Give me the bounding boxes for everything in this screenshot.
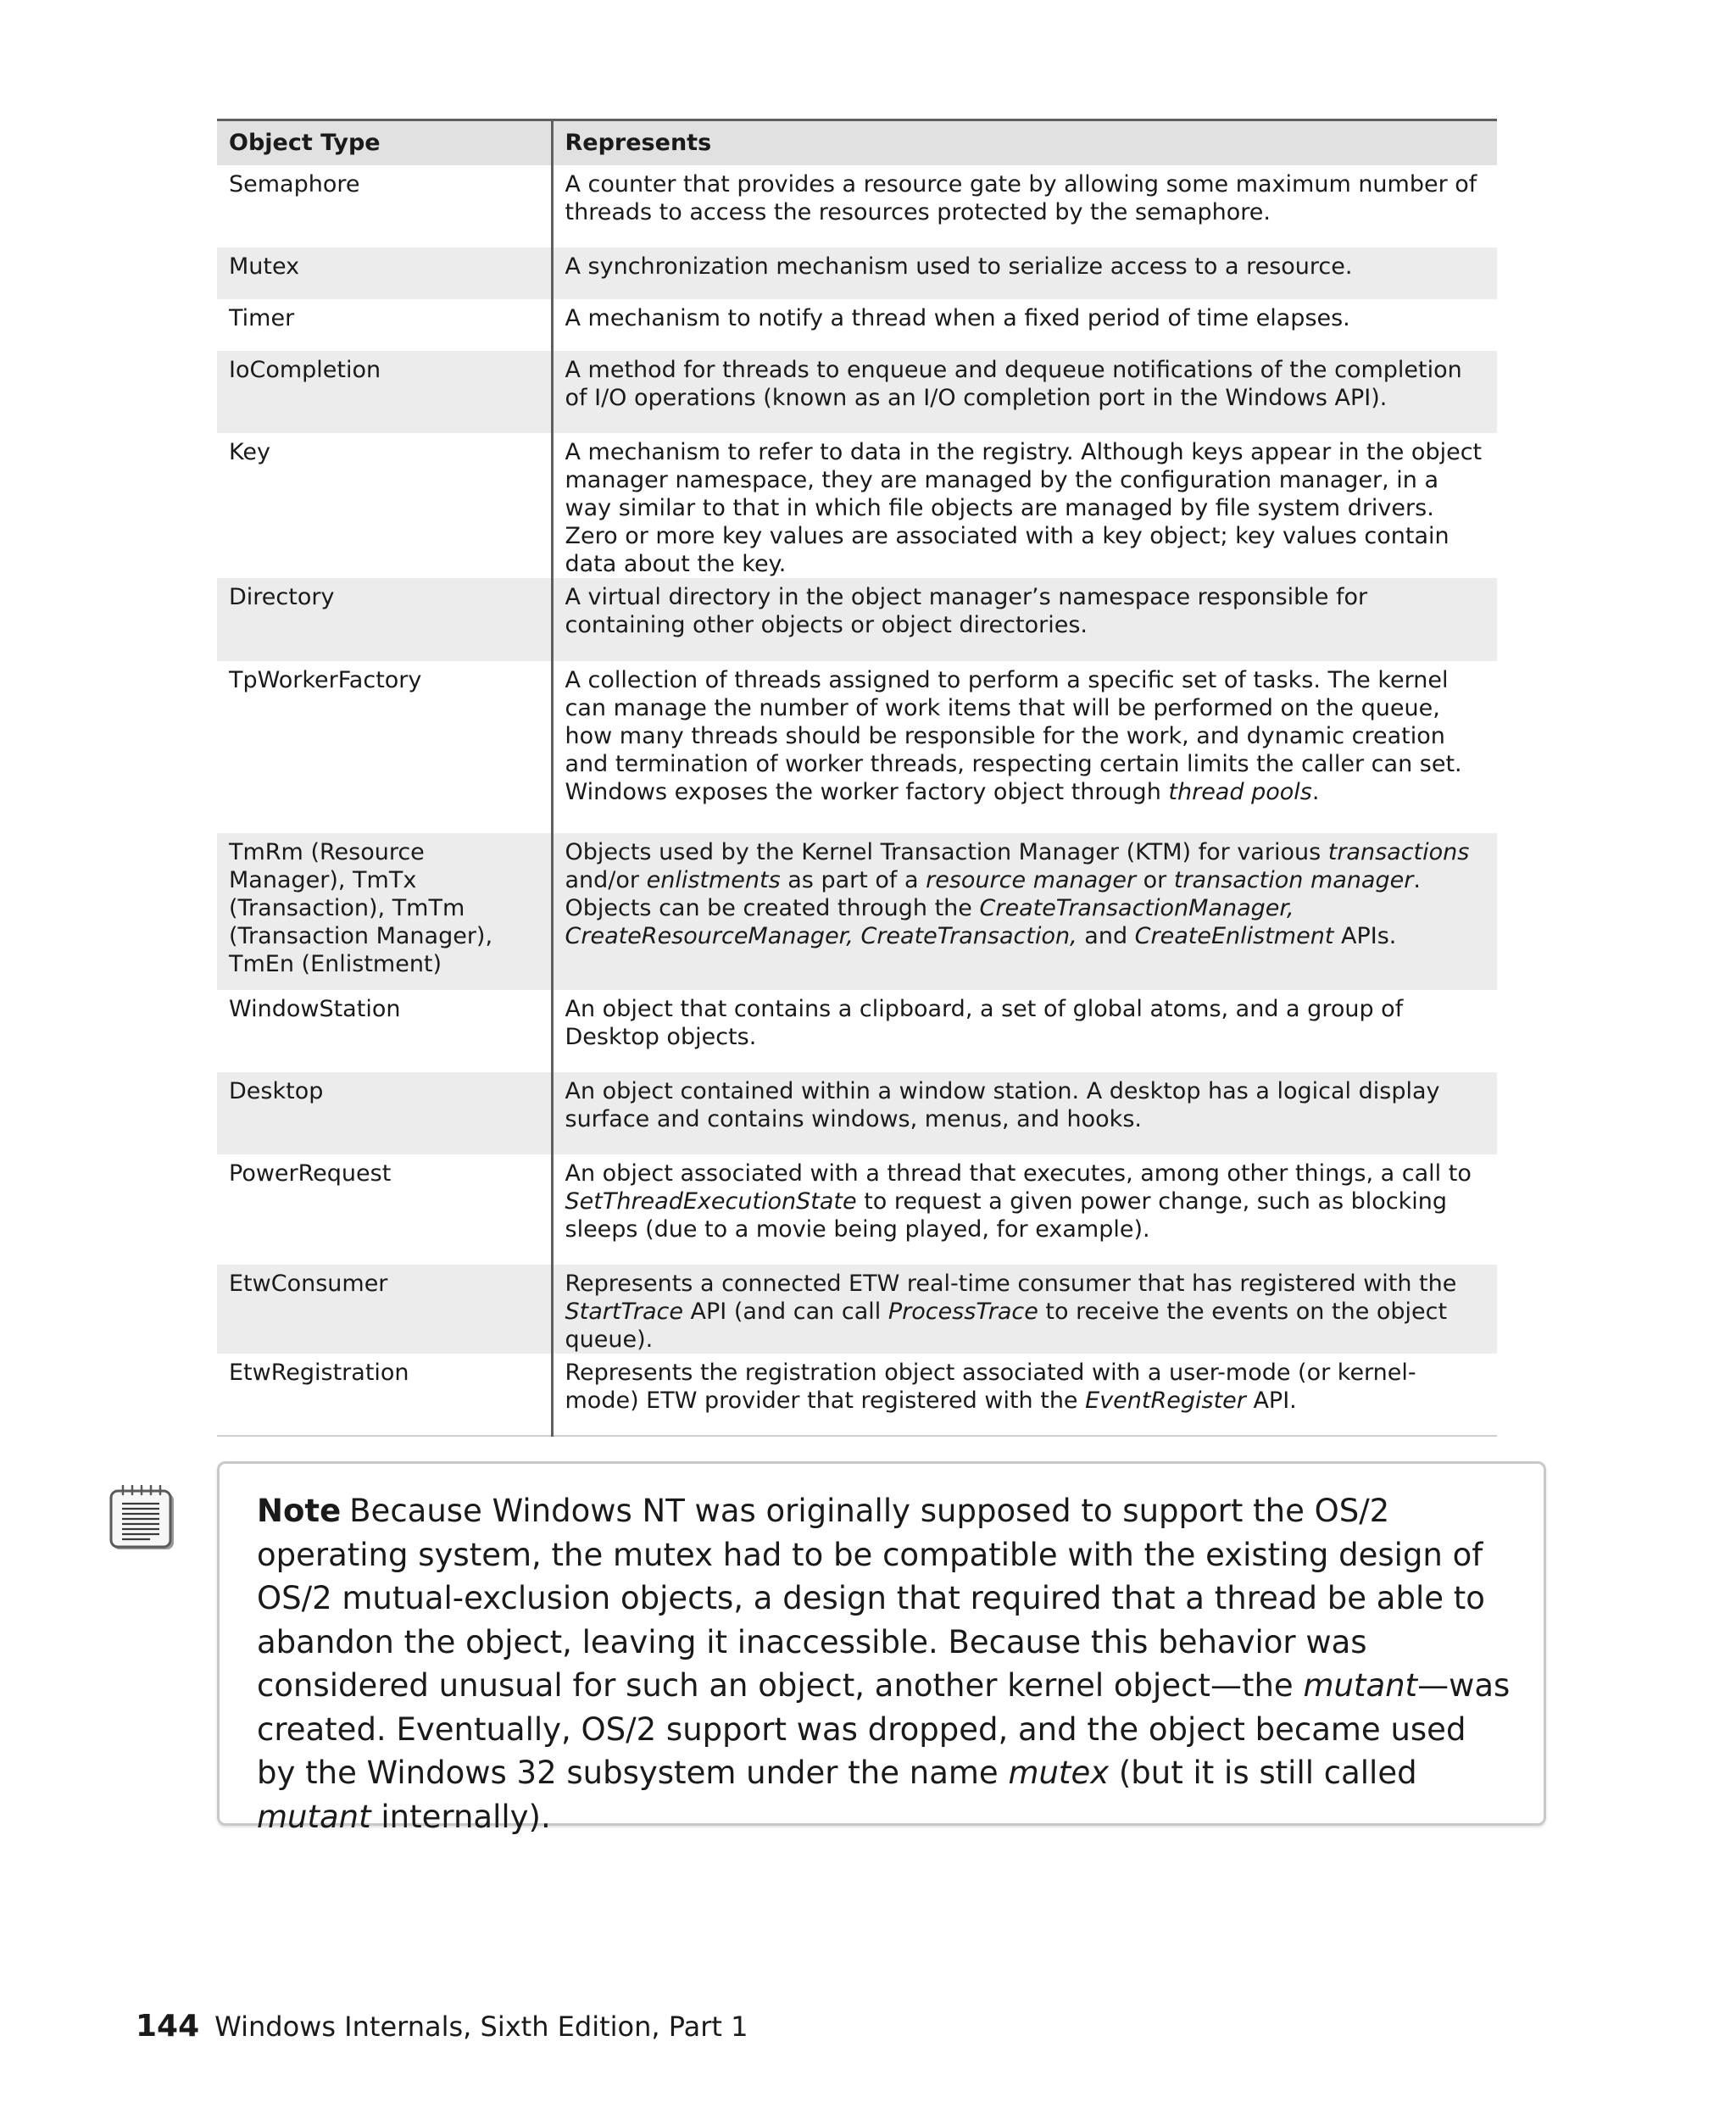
text-segment: API. <box>1245 1388 1297 1414</box>
italic-term: ProcessTrace <box>887 1299 1038 1325</box>
text-segment: An object that contains a clipboard, a set of global atoms, and a group of Desktop objects. <box>565 996 1404 1050</box>
text-segment: A virtual directory in the object manager’s namespace responsible for containing other objects or object directories. <box>565 584 1368 638</box>
object-type-cell: PowerRequest <box>217 1154 552 1265</box>
notepad-icon <box>109 1485 177 1553</box>
represents-cell <box>552 165 1497 247</box>
represents-cell <box>552 1072 1497 1154</box>
text-segment: . Objects can be created through the <box>565 867 1421 921</box>
text-segment: A collection of threads assigned to perform a specific set of tasks. The kernel can manage the number of work items that will be performed on the queue, how many threads should be responsible for the work, and dynamic creation and termination of worker threads, respecting certain limits the caller can set. Windows exposes the worker factory object through <box>565 667 1462 805</box>
table-row <box>217 1154 1497 1265</box>
object-types-table <box>217 119 1497 1437</box>
italic-term: mutex <box>1008 1755 1110 1791</box>
text-segment: A counter that provides a resource gate by allowing some maximum number of threads to access the resources protected by the semaphore. <box>565 171 1477 225</box>
text-segment: A method for threads to enqueue and dequeue notifications of the completion of I/O operations (known as an I/O completion port in the Windows API). <box>565 357 1462 411</box>
table-row <box>217 578 1497 661</box>
represents-cell <box>552 433 1497 578</box>
italic-term: EventRegister <box>1085 1388 1246 1414</box>
table-row <box>217 299 1497 351</box>
table-row <box>217 165 1497 247</box>
italic-term: transactions <box>1327 839 1470 865</box>
italic-term: transaction manager <box>1173 867 1414 893</box>
represents-cell <box>552 990 1497 1072</box>
object-type-cell: WindowStation <box>217 990 552 1072</box>
object-type-cell: Key <box>217 433 552 578</box>
represents-cell <box>552 351 1497 433</box>
italic-term: SetThreadExecutionState <box>565 1188 857 1215</box>
text-segment: Because Windows NT was originally supposed to support the OS/2 operating system, the mutex had to be compatible with the existing design of OS/2 mutual-exclusion objects, a design that required that a thread be able to abandon the object, leaving it inaccessible. Because this behavior was considered unusual for such an object, another kernel object—the <box>257 1493 1485 1704</box>
italic-term: CreateEnlistment <box>1134 923 1334 949</box>
italic-term: StartTrace <box>565 1299 683 1325</box>
table-row <box>217 433 1497 578</box>
object-type-cell: Timer <box>217 299 552 351</box>
italic-term: resource manager <box>926 867 1137 893</box>
represents-cell <box>552 661 1497 833</box>
text-segment: internally). <box>370 1798 551 1835</box>
object-type-cell: EtwRegistration <box>217 1354 552 1436</box>
text-segment: as part of a <box>780 867 926 893</box>
text-segment: Represents the registration object associated with a user-mode (or kernel-mode) ETW provider that registered with the <box>565 1360 1416 1414</box>
object-type-cell: IoCompletion <box>217 351 552 433</box>
table-header-row <box>217 120 1497 166</box>
text-segment: An object associated with a thread that executes, among other things, a call to <box>565 1160 1472 1187</box>
page-footer <box>136 2010 748 2044</box>
object-type-cell: Directory <box>217 578 552 661</box>
table-row <box>217 351 1497 433</box>
text-segment: . <box>1311 779 1320 805</box>
text-segment: Objects used by the Kernel Transaction Manager (KTM) for various <box>565 839 1328 865</box>
table-row <box>217 990 1497 1072</box>
table-row <box>217 1354 1497 1436</box>
object-type-cell: Semaphore <box>217 165 552 247</box>
page-number: 144 <box>136 2009 200 2044</box>
object-type-cell: Desktop <box>217 1072 552 1154</box>
text-segment: (but it is still called <box>1109 1755 1417 1791</box>
text-segment: Represents a connected ETW real-time consumer that has registered with the <box>565 1271 1457 1297</box>
text-segment: A synchronization mechanism used to serialize access to a resource. <box>565 253 1353 280</box>
note-box <box>217 1461 1546 1835</box>
header-represents: Represents <box>552 120 1497 166</box>
table-row <box>217 1072 1497 1154</box>
text-segment: and <box>1077 923 1135 949</box>
text-segment: or <box>1136 867 1174 893</box>
book-title: Windows Internals, Sixth Edition, Part 1 <box>214 2011 748 2043</box>
text-segment: to receive the events on the object queue). <box>565 1299 1448 1353</box>
object-type-cell: TpWorkerFactory <box>217 661 552 833</box>
italic-term: mutant <box>257 1798 371 1835</box>
note-body <box>257 1493 1510 1835</box>
object-type-cell: EtwConsumer <box>217 1265 552 1354</box>
represents-cell <box>552 578 1497 661</box>
note-label: Note <box>257 1493 342 1529</box>
represents-cell <box>552 299 1497 351</box>
text-segment: to request a given power change, such as blocking sleeps (due to a movie being played, for example). <box>565 1188 1448 1243</box>
text-segment: A mechanism to refer to data in the registry. Although keys appear in the object manager namespace, they are managed by the configuration manager, in a way similar to that in which file objects are managed by file system drivers. Zero or more key values are associated with a key object; key values contain data about the key. <box>565 439 1483 577</box>
italic-term: enlistments <box>646 867 781 893</box>
header-object-type: Object Type <box>217 120 552 166</box>
table-row <box>217 1265 1497 1354</box>
represents-cell <box>552 833 1497 990</box>
text-segment: A mechanism to notify a thread when a fixed period of time elapses. <box>565 305 1350 331</box>
represents-cell <box>552 1354 1497 1436</box>
italic-term: mutant <box>1303 1667 1418 1704</box>
table-row <box>217 247 1497 299</box>
object-type-cell: TmRm (Resource Manager), TmTx (Transaction), TmTm (Transaction Manager), TmEn (Enlistment) <box>217 833 552 990</box>
note-text <box>257 1489 1511 1838</box>
text-segment: —was created. Eventually, OS/2 support was dropped, and the object became used by the Windows 32 subsystem under the name <box>257 1667 1511 1791</box>
text-segment: API (and can call <box>682 1299 888 1325</box>
text-segment: APIs. <box>1333 923 1397 949</box>
represents-cell <box>552 1265 1497 1354</box>
italic-term: CreateTransactionManager, CreateResourceManager, CreateTransaction, <box>565 895 1294 949</box>
italic-term: thread pools <box>1168 779 1312 805</box>
object-type-cell: Mutex <box>217 247 552 299</box>
text-segment: An object contained within a window station. A desktop has a logical display surface and contains windows, menus, and hooks. <box>565 1078 1440 1132</box>
text-segment: and/or <box>565 867 647 893</box>
table-row <box>217 833 1497 990</box>
table-row <box>217 661 1497 833</box>
represents-cell <box>552 1154 1497 1265</box>
represents-cell <box>552 247 1497 299</box>
